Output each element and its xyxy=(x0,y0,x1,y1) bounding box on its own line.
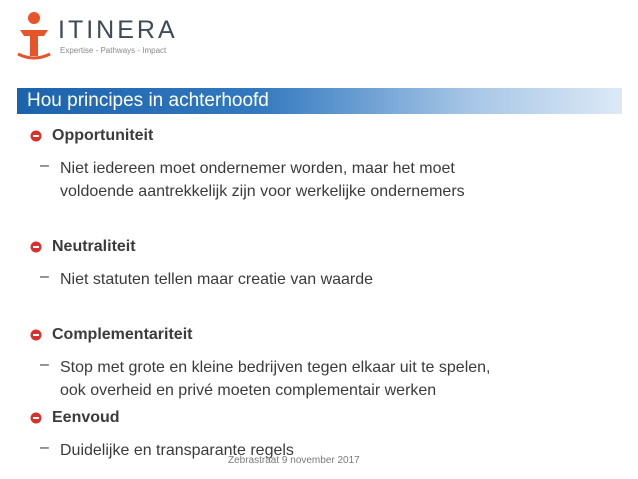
sub-item-line: ook overheid en privé moeten complementair werken xyxy=(60,382,437,399)
sub-item-line: Stop met grote en kleine bedrijven tegen elkaar uit te spelen, xyxy=(60,359,491,376)
red-circle-bullet-icon xyxy=(30,329,42,341)
sub-item-text xyxy=(60,157,590,203)
bullet-label: Opportuniteit xyxy=(52,127,154,144)
sub-item-text xyxy=(60,268,590,291)
sub-item-text xyxy=(60,356,590,402)
itinera-logo-icon xyxy=(14,10,54,60)
sub-item-line: Niet statuten tellen maar creatie van waarde xyxy=(60,271,374,288)
logo-wordmark: ITINERA xyxy=(58,16,178,44)
slide-title-bar xyxy=(17,88,622,114)
dash-icon: – xyxy=(40,268,49,285)
slide-title: Hou principes in achterhoofd xyxy=(27,90,269,111)
dash-icon: – xyxy=(40,356,49,373)
dash-icon: – xyxy=(40,439,49,456)
sub-item-line: voldoende aantrekkelijk zijn voor werkelijke ondernemers xyxy=(60,183,465,200)
slide-footer: Zebrastraat 9 november 2017 xyxy=(228,455,360,466)
red-circle-bullet-icon xyxy=(30,412,42,424)
itinera-logo xyxy=(14,8,214,64)
sub-item-line: Niet iedereen moet ondernemer worden, maar het moet xyxy=(60,160,455,177)
bullet-label: Neutraliteit xyxy=(52,238,136,255)
sub-item-line: Duidelijke en transparante regels xyxy=(60,442,294,459)
red-circle-bullet-icon xyxy=(30,241,42,253)
bullet-label: Eenvoud xyxy=(52,409,120,426)
dash-icon: – xyxy=(40,157,49,174)
red-circle-bullet-icon xyxy=(30,130,42,142)
logo-tagline: Expertise - Pathways - Impact xyxy=(60,46,167,55)
bullet-label: Complementariteit xyxy=(52,326,193,343)
